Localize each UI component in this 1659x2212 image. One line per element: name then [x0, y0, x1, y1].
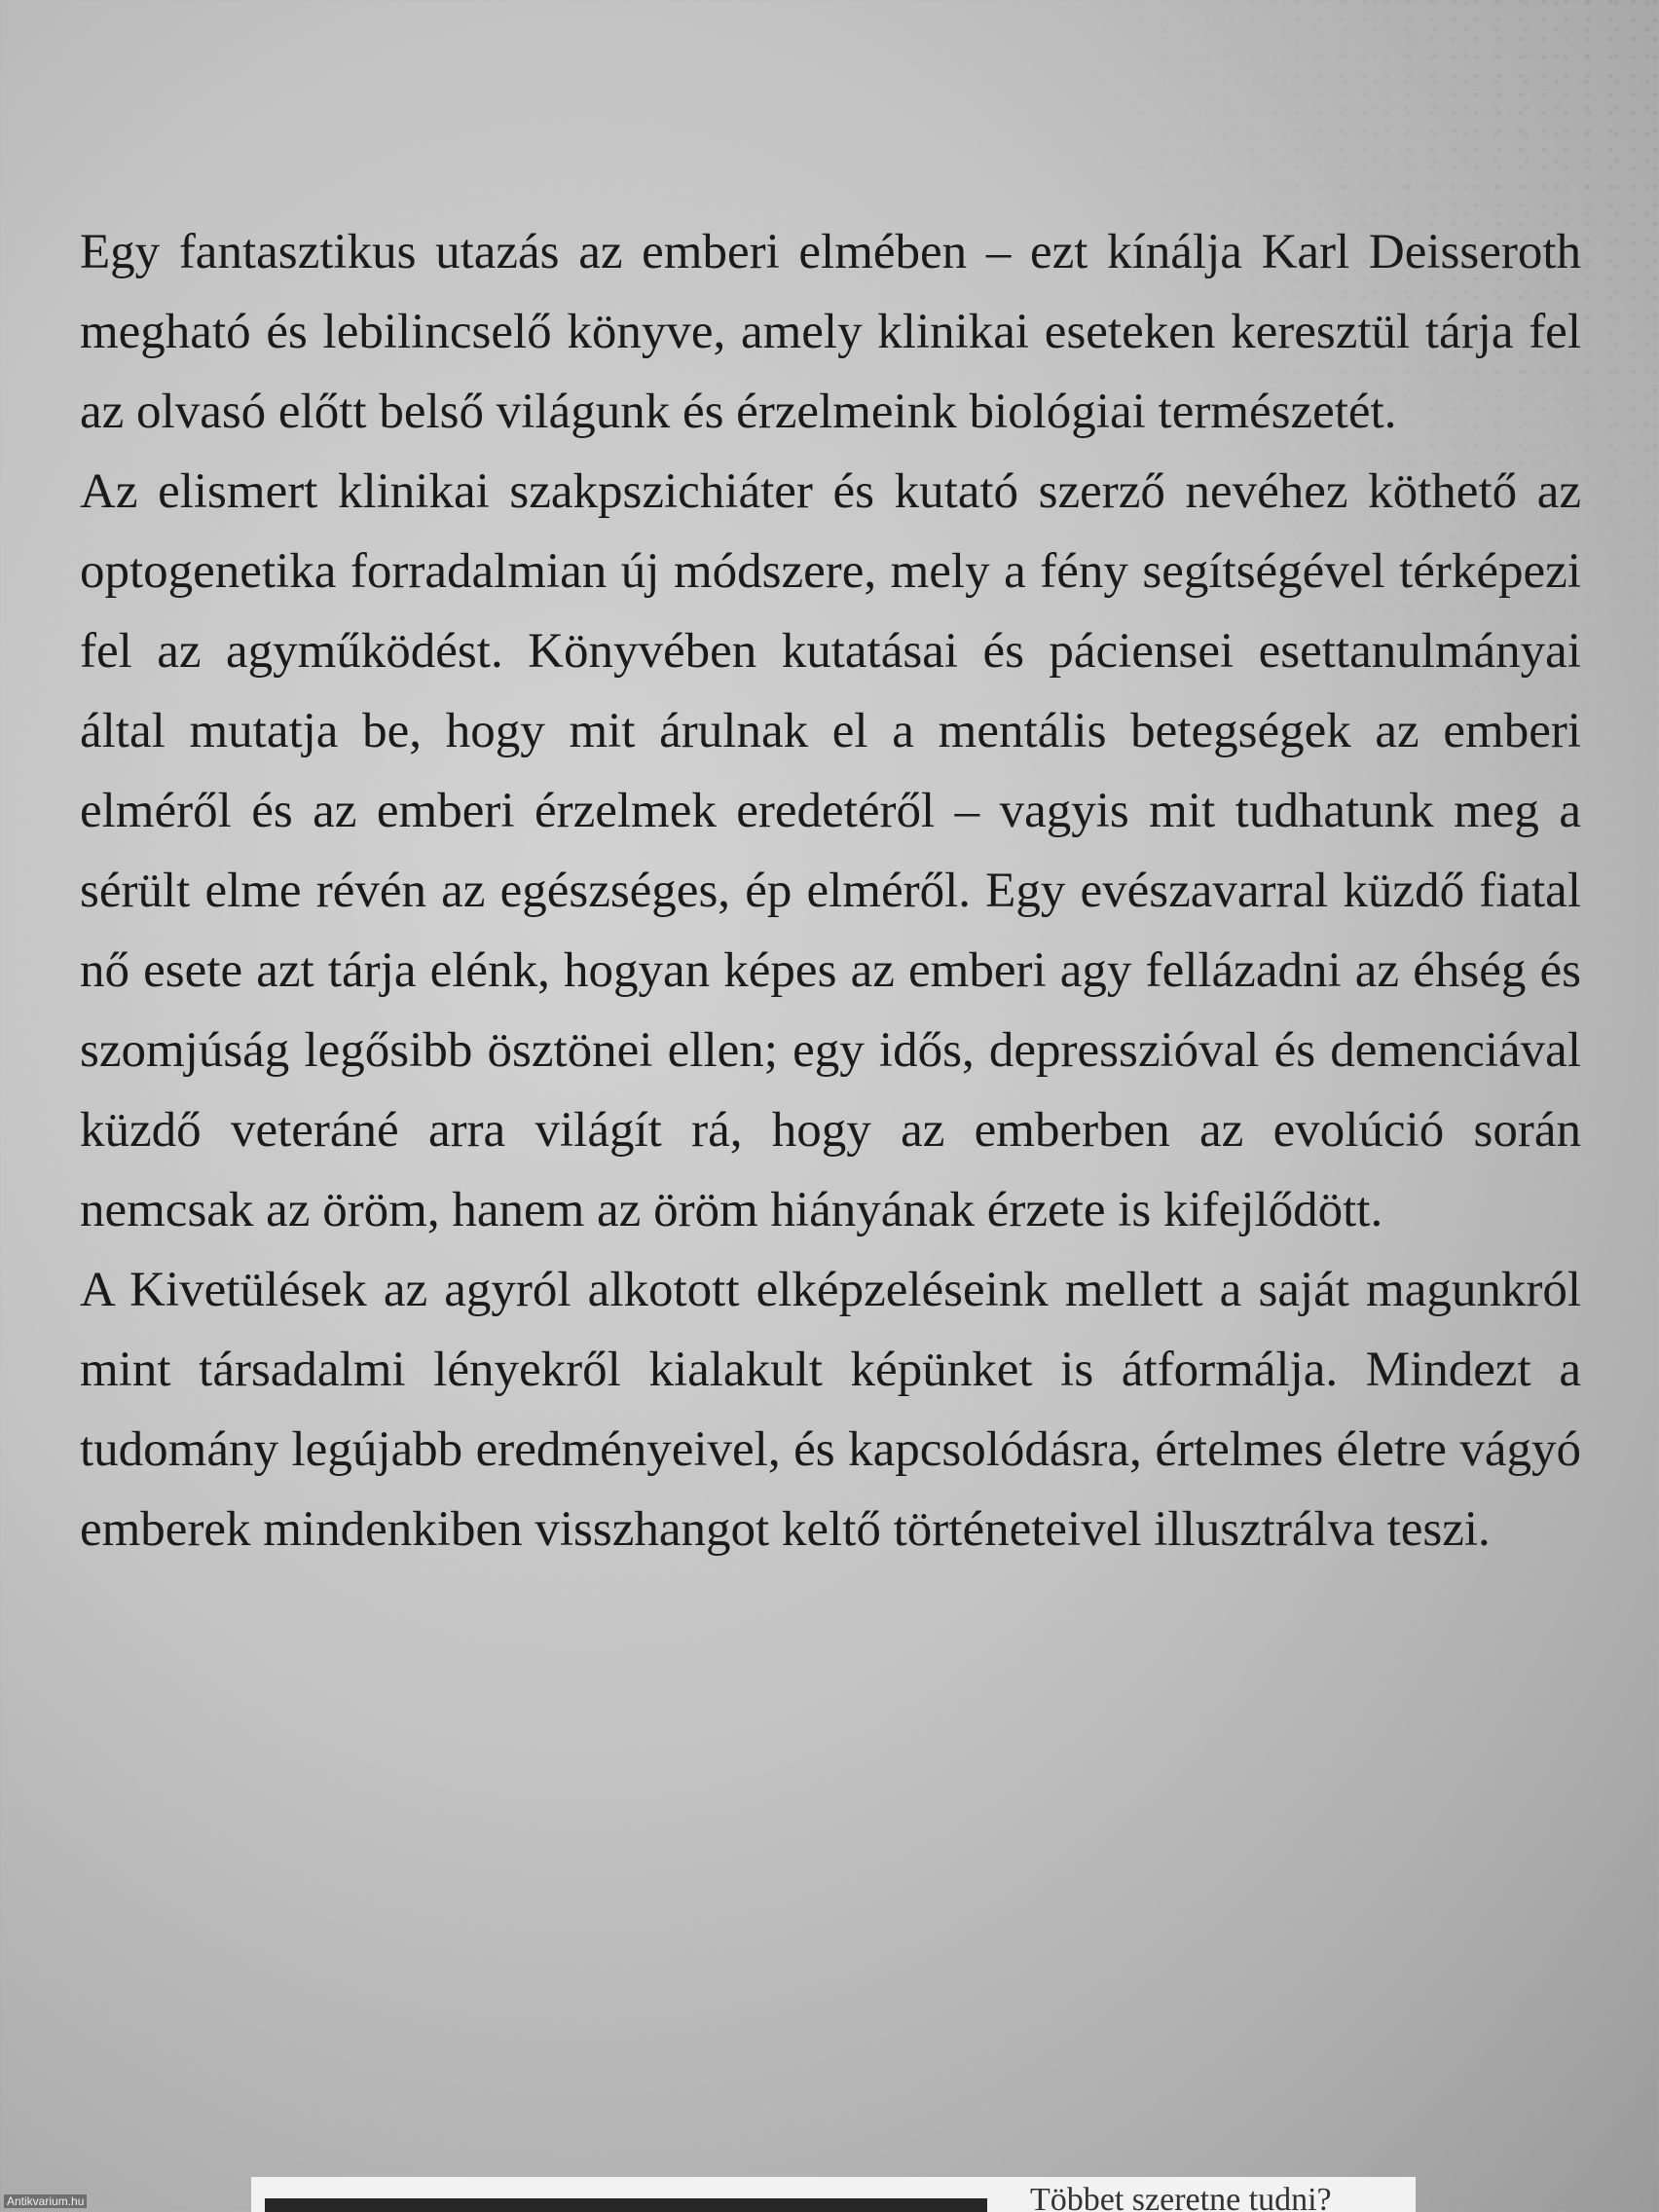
more-info-caption: Többet szeretne tudni?	[1030, 2182, 1332, 2212]
back-cover-text	[80, 212, 1581, 1569]
bottom-dark-bar	[265, 2198, 987, 2212]
paragraph-author: Az elismert klinikai szakpszichiáter és kutató szerző nevéhez köthető az optogenetika forradalmian új módszere, mely a fény segítségével térképezi fel az agyműködést. Könyvében kutatásai és páciensei esettanulmányai által mutatja be, hogy mit árulnak el a mentális betegségek az emberi elméről és az emberi érzelmek eredetéről – vagyis mit tudhatunk meg a sérült elme révén az egészséges, ép elméről. Egy evészavarral küzdő fiatal nő esete azt tárja elénk, hogyan képes az emberi agy fellázadni az éhség és szomjúság legősibb ösztönei ellen; egy idős, depresszióval és demenciával küzdő veteráné arra világít rá, hogy az emberben az evolúció során nemcsak az öröm, hanem az öröm hiányának érzete is kifejlődött.	[80, 464, 1581, 1237]
paragraph-intro: Egy fantasztikus utazás az emberi elmében – ezt kínálja Karl Deisseroth megható és lebilincselő könyve, amely klinikai eseteken keresztül tárja fel az olvasó előtt belső világunk és érzelmeink biológiai természetét.	[80, 225, 1581, 439]
paragraph-summary: A Kivetülések az agyról alkotott elképzeléseink mellett a saját magunkról mint társadalmi lényekről kialakult képünket is átformálja. Mindezt a tudomány legújabb eredményeivel, és kapcsolódásra, értelmes életre vágyó emberek mindenkiben visszhangot keltő történeteivel illusztrálva teszi.	[80, 1263, 1581, 1557]
site-watermark: Antikvarium.hu	[4, 2194, 87, 2208]
